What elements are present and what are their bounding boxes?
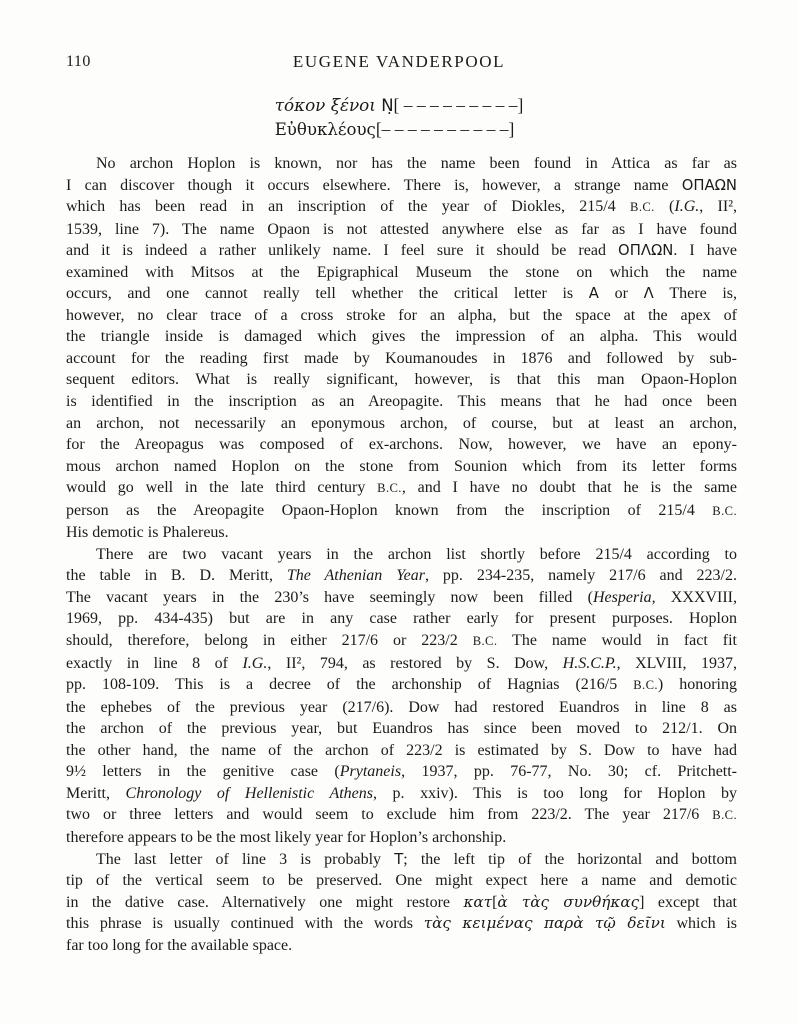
text-run: Λ [643, 285, 654, 303]
text-run: two or three letters and would seem to exclude him from 223/2. The year 217/6 [66, 806, 713, 824]
text-run: is identified in the inscription as an Areopagite. This means that he had once been [66, 393, 737, 411]
text-run: the other hand, the name of the archon of 223/2 is estimated by S. Dow to have had [66, 741, 737, 759]
text-run: The vacant years in the 230’s have seemingly now been filled ( [66, 588, 593, 606]
text-line [66, 434, 737, 456]
text-run: account for the reading first made by Koumanoudes in 1876 and followed by sub- [66, 349, 737, 367]
text-run: There are two vacant years in the archon list shortly before 215/4 according to [96, 545, 737, 563]
text-line [66, 326, 737, 348]
text-run: person as the Areopagite Opaon-Hoplon known from the inscription of 215/4 [66, 501, 713, 519]
text-run: or [598, 285, 644, 303]
text-run: the ephebes of the previous year (217/6). Dow had restored Euandros in line 8 as [66, 698, 737, 716]
text-run: H.S.C.P. [562, 654, 617, 672]
text-run: Hesperia, [592, 588, 656, 606]
text-run: B.C. [633, 678, 658, 693]
text-line [66, 196, 737, 219]
text-line [66, 718, 737, 740]
text-run: B.C. [712, 808, 737, 823]
text-run: tip of the vertical seem to be preserved. One might expect here a name and demotic [66, 872, 737, 890]
text-line [66, 608, 737, 630]
epigraph-line [275, 94, 524, 118]
text-run: [– – – – – – – – – –] [375, 118, 515, 139]
text-run: XXXVIII, [655, 588, 738, 606]
text-run: There is, [653, 285, 738, 303]
text-run: for the Areopagus was composed of ex-archons. Now, however, we have an epony- [66, 436, 737, 454]
paragraph-3 [66, 849, 737, 957]
text-line [66, 935, 737, 957]
text-run: and it is indeed a rather unlikely name. I feel sure it should be read [66, 242, 619, 260]
text-run: , 1937, pp. 76-77, No. 30; cf. Pritchett- [401, 763, 738, 781]
text-line [66, 500, 737, 523]
text-line [66, 674, 737, 697]
text-run: The Athenian Year [286, 567, 425, 585]
text-run: , p. xxiv). This is too long for Hoplon by [373, 784, 737, 802]
text-run: ΟΠΑΩΝ [681, 176, 737, 194]
text-line [66, 522, 737, 544]
text-run: His demotic is Phalereus. [66, 524, 229, 542]
text-line [66, 587, 737, 609]
text-run: κατ [463, 892, 493, 911]
text-run: B.C. [630, 200, 655, 215]
text-run: the triangle inside is damaged which gives the impression of an alpha. This would [66, 328, 737, 346]
text-run: which is [665, 915, 737, 933]
body-copy [66, 153, 737, 956]
text-run: , and I have no doubt that he is the same [401, 479, 737, 497]
text-run: 1539, line 7). The name Opaon is not attested anywhere else as far as I have found [66, 220, 737, 238]
text-run: the table in B. D. Meritt, [66, 567, 287, 585]
text-run: B.C. [472, 634, 498, 649]
text-run: however, no clear trace of a cross stroke for an alpha, but the space at the apex of [66, 306, 737, 324]
text-run: [ [492, 893, 498, 911]
text-line [66, 870, 737, 892]
text-run: sequent editors. What is really significant, however, is that this man Opaon-Hoplon [66, 371, 737, 389]
text-line [66, 369, 737, 391]
paragraph-2 [66, 544, 737, 849]
text-run: ΟΠΛΩΝ [618, 242, 674, 260]
text-line [66, 761, 737, 783]
text-run: B.C. [712, 503, 737, 518]
text-line [66, 544, 737, 566]
text-line [66, 653, 737, 675]
text-run: I can discover though it occurs elsewhere. There is, however, a strange name [66, 176, 682, 194]
text-run: Α [588, 285, 599, 303]
text-run: 9½ letters in the genitive case ( [66, 763, 340, 781]
text-run: this phrase is usually continued with the words [66, 915, 424, 933]
text-line [66, 477, 737, 500]
text-line [66, 283, 737, 305]
text-run: occurs, and one cannot really tell whether the critical letter is [66, 285, 589, 303]
text-run: ( [654, 198, 675, 216]
text-line [66, 219, 737, 241]
text-run: I.G. [242, 654, 268, 672]
text-run: the archon of the previous year, but Euandros has since been moved to 212/1. On [66, 720, 737, 738]
text-run: far too long for the available space. [66, 936, 293, 954]
text-line [66, 827, 737, 849]
epigraph-line [275, 118, 524, 142]
text-run: ) honoring [657, 676, 737, 694]
running-head: EUGENE VANDERPOOL [292, 52, 506, 71]
text-line [66, 849, 737, 871]
text-line [66, 740, 737, 762]
text-run: , XLVIII, 1937, [616, 654, 737, 672]
text-line [66, 413, 737, 435]
text-line [66, 892, 737, 914]
text-run: therefore appears to be the most likely year for Hoplon’s archonship. [66, 828, 507, 846]
text-run: τὰς κειμένας παρὰ τῷ δεῖνι [423, 914, 666, 933]
text-run: , II², 794, as restored by S. Dow, [267, 654, 563, 672]
text-line [66, 913, 737, 935]
text-run: would go well in the late third century [66, 479, 378, 497]
text-line [66, 175, 737, 197]
text-line [66, 804, 737, 827]
text-line [66, 240, 737, 262]
text-run: The last letter of line 3 is probably [96, 850, 395, 868]
text-run: The name would in fact fit [497, 632, 737, 650]
text-run: exactly in line 8 of [66, 654, 243, 672]
text-line [66, 391, 737, 413]
text-run: τόκον ξένοι [274, 95, 382, 115]
text-run: Εὐθυκλέους [274, 119, 376, 139]
text-run: I.G. [674, 198, 700, 216]
text-line [66, 565, 737, 587]
text-run: B.C. [377, 481, 402, 496]
text-run: 1969, pp. 434-435) but are in any case rather early for present purposes. Hoplon [66, 610, 737, 628]
text-run: . I have [673, 242, 738, 260]
text-line [66, 262, 737, 284]
text-line [66, 697, 737, 719]
text-run: Ν̣ [381, 96, 394, 115]
text-line [66, 348, 737, 370]
text-run: No archon Hoplon is known, nor has the name been found in Attica as far as [96, 155, 737, 172]
text-run: Τ [394, 850, 404, 868]
paragraph-1 [66, 153, 737, 544]
text-run: ; the left tip of the horizontal and bottom [403, 850, 737, 868]
text-line [66, 630, 737, 653]
text-run: Chronology of Hellenistic Athens [125, 784, 374, 802]
text-line [66, 305, 737, 327]
text-run: ] except that [639, 893, 737, 911]
text-line [66, 153, 737, 175]
text-run: which has been read in an inscription of the year of Diokles, 215/4 [66, 198, 631, 216]
greek-epigraph [0, 94, 798, 141]
page-header [0, 52, 798, 74]
text-run: [ – – – – – – – – –] [393, 95, 524, 115]
page-number: 110 [66, 53, 91, 70]
text-run: pp. 108-109. This is a decree of the archonship of Hagnias (216/5 [66, 676, 634, 694]
text-run: should, therefore, belong in either 217/6 or 223/2 [66, 632, 473, 650]
text-run: ὰ τὰς συνθήκας [497, 892, 640, 911]
text-run: mous archon named Hoplon on the stone from Sounion which from its letter forms [66, 457, 737, 475]
text-run: an archon, not necessarily an eponymous archon, of course, but at least an archon, [66, 414, 737, 432]
text-run: examined with Mitsos at the Epigraphical Museum the stone on which the name [66, 263, 737, 281]
text-run: , pp. 234-235, namely 217/6 and 223/2. [425, 567, 737, 585]
text-run: , II², [699, 198, 738, 216]
text-run: in the dative case. Alternatively one might restore [66, 893, 464, 911]
text-line [66, 456, 737, 478]
text-run: Prytaneis [339, 763, 402, 781]
text-run: Meritt, [66, 784, 126, 802]
text-line [66, 783, 737, 805]
epigraph-lines [275, 94, 524, 141]
